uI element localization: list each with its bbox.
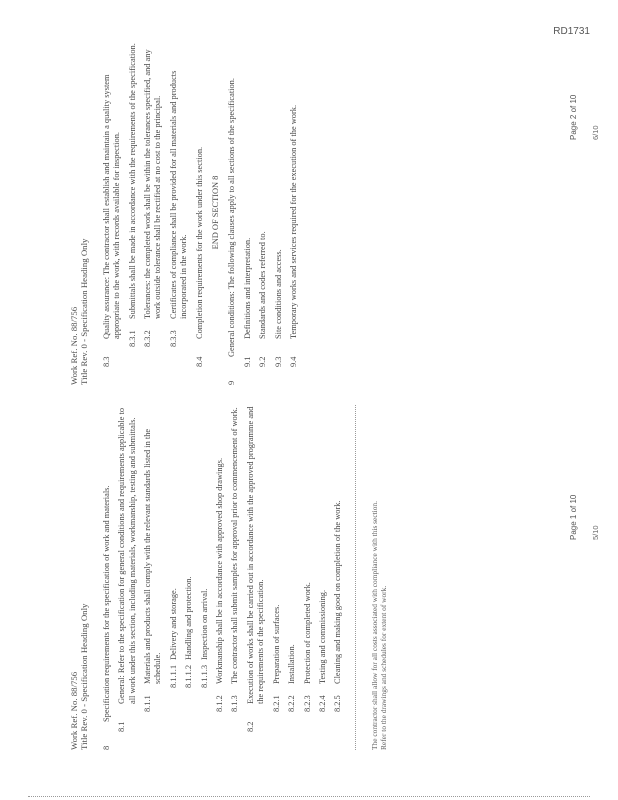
clause-number: 8.1.1 bbox=[143, 695, 153, 712]
left-header-line-2: Title Rev. 0 - Specification Heading Only bbox=[79, 603, 90, 750]
clause-number: 8.1.1.2 bbox=[184, 664, 194, 688]
clause-item bbox=[215, 405, 225, 750]
clause-number: 8.1 bbox=[117, 721, 127, 732]
left-page-reference: Page 1 of 10 bbox=[569, 494, 578, 540]
clause-number: 8.3.3 bbox=[168, 330, 178, 347]
clause-number: 8 bbox=[101, 745, 111, 750]
clause-item bbox=[184, 405, 194, 750]
clause-text: Preparation of surfaces. bbox=[271, 604, 281, 684]
clause-item bbox=[333, 405, 343, 750]
left-page-items bbox=[102, 405, 344, 750]
clause-number: 8.2.5 bbox=[333, 695, 343, 712]
clause-item bbox=[274, 40, 284, 385]
clause-item bbox=[287, 405, 297, 750]
clause-number: 8.1.2 bbox=[215, 695, 225, 712]
right-page-items bbox=[102, 40, 205, 385]
clause-text: General conditions: The following clauses apply to all sections of the specification. bbox=[227, 78, 237, 357]
left-header-line-1: Work Ref. No. 88/756 bbox=[69, 671, 79, 750]
clause-text: Delivery and storage. bbox=[168, 588, 178, 660]
clause-number: 9.1 bbox=[242, 356, 252, 367]
clause-text: Installation. bbox=[287, 644, 297, 684]
footnote: Refer to the drawings and schedules for extent of work. bbox=[378, 585, 388, 750]
clause-number: 8.2.2 bbox=[287, 695, 297, 712]
rotated-page-spread bbox=[9, 10, 609, 790]
clause-number: 8.2.3 bbox=[302, 695, 312, 712]
clause-item bbox=[143, 405, 164, 750]
clause-text: Completion requirements for the work under this section. bbox=[194, 146, 204, 339]
clause-number: 9.4 bbox=[289, 356, 299, 367]
clause-text: Execution of works shall be carried out in accordance with the approved programme and the requirements of the specification. bbox=[245, 406, 266, 704]
clause-number: 9.3 bbox=[273, 356, 283, 367]
clause-text: Cleaning and making good on completion of the work. bbox=[333, 500, 343, 684]
document-id: RD1731 bbox=[553, 26, 590, 37]
clause-text: Tolerances: the completed work shall be within the tolerances specified, and any work outside tolerance shall be rectified at no cost to the principal. bbox=[143, 49, 163, 319]
right-header-line-1: Work Ref. No. 88/756 bbox=[69, 306, 79, 385]
clause-text: Certificates of compliance shall be provided for all materials and products incorporated in the work. bbox=[168, 70, 189, 319]
clause-text: Temporary works and services required for the execution of the work. bbox=[289, 104, 299, 339]
clause-number: 9.2 bbox=[258, 356, 268, 367]
right-page-items-2 bbox=[227, 40, 299, 385]
clause-number: 8.1.1.1 bbox=[168, 664, 178, 688]
clause-item bbox=[169, 405, 179, 750]
clause-item bbox=[243, 40, 253, 385]
right-page-header bbox=[69, 40, 90, 385]
clause-number: 8.4 bbox=[194, 356, 204, 367]
section-end-label: END OF SECTION 8 bbox=[211, 175, 221, 250]
clause-text: Inspection on arrival. bbox=[199, 588, 209, 660]
left-page-number: 5/10 bbox=[591, 525, 600, 540]
clause-text: Materials and products shall comply with the relevant standards listed in the schedule. bbox=[143, 428, 163, 684]
right-header-line-2: Title Rev. 0 - Specification Heading Only bbox=[79, 238, 90, 385]
clause-text: Protection of completed work. bbox=[302, 582, 312, 684]
clause-number: 8.3.1 bbox=[127, 330, 137, 347]
right-page-number: 6/10 bbox=[591, 125, 600, 140]
clause-number: 8.2.4 bbox=[317, 695, 327, 712]
clause-item bbox=[102, 405, 112, 750]
clause-item bbox=[117, 405, 138, 750]
clause-item bbox=[169, 40, 190, 385]
clause-number: 8.3.2 bbox=[143, 330, 153, 347]
left-page-header bbox=[69, 405, 90, 750]
clause-text: Standards and codes referred to. bbox=[258, 231, 268, 339]
clause-item bbox=[289, 40, 299, 385]
clause-item bbox=[318, 405, 328, 750]
right-page-reference: Page 2 of 10 bbox=[569, 94, 578, 140]
clause-text: Site conditions and access. bbox=[273, 249, 283, 339]
clause-text: General: Refer to the specification for general conditions and requirements applicable to all work under this section, including materials, workmanship, testing and submittals. bbox=[117, 407, 137, 704]
clause-text: Quality assurance: The contractor shall establish and maintain a quality system appropriate to the work, with records available for inspection. bbox=[101, 74, 122, 339]
clause-text: Workmanship shall be in accordance with approved shop drawings. bbox=[215, 457, 225, 684]
clause-item bbox=[272, 405, 282, 750]
clause-text: Specification requirements for the specification of work and materials. bbox=[101, 485, 111, 722]
dotted-rule bbox=[349, 405, 356, 750]
clause-number: 8.3 bbox=[101, 356, 111, 367]
clause-text: The contractor shall submit samples for approval prior to commencement of work. bbox=[230, 407, 240, 684]
clause-number: 8.2 bbox=[245, 721, 255, 732]
right-page-column bbox=[69, 40, 305, 385]
left-page-column bbox=[69, 405, 388, 750]
clause-item bbox=[102, 40, 123, 385]
clause-text: Testing and commissioning. bbox=[317, 589, 327, 684]
clause-text: Definitions and interpretation. bbox=[242, 237, 252, 339]
clause-item bbox=[258, 40, 268, 385]
clause-item bbox=[195, 40, 205, 385]
clause-text: Handling and protection. bbox=[184, 576, 194, 660]
clause-number: 8.1.3 bbox=[230, 695, 240, 712]
clause-item bbox=[128, 40, 138, 385]
clause-item bbox=[230, 405, 240, 750]
clause-item bbox=[303, 405, 313, 750]
clause-text: Submittals shall be made in accordance with the requirements of the specification. bbox=[127, 43, 137, 319]
footnote: The contractor shall allow for all costs associated with compliance with this section. bbox=[369, 501, 379, 750]
left-footnotes bbox=[370, 405, 388, 750]
clause-item bbox=[143, 40, 164, 385]
clause-number: 8.1.1.3 bbox=[199, 664, 209, 688]
clause-number: 9 bbox=[227, 380, 237, 385]
clause-item bbox=[246, 405, 267, 750]
clause-item bbox=[200, 405, 210, 750]
clause-number: 8.2.1 bbox=[271, 695, 281, 712]
bottom-dotted-rule bbox=[28, 796, 590, 797]
clause-item bbox=[227, 40, 237, 385]
